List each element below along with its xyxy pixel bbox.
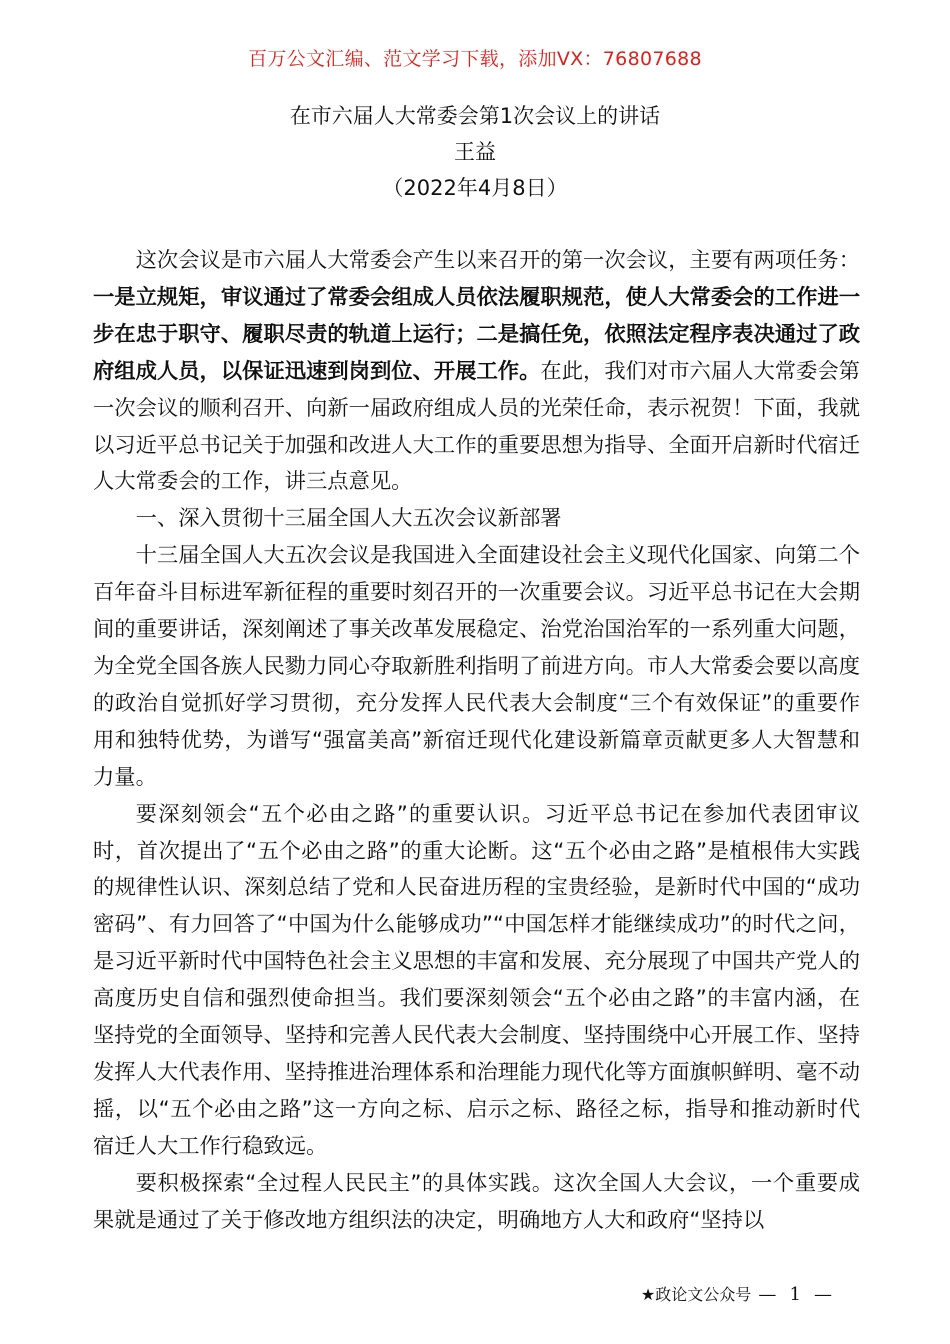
title-block: [0, 98, 950, 206]
paragraph-2: 十三届全国人大五次会议是我国进入全面建设社会主义现代化国家、向第二个百年奋斗目标进军新征程的重要时刻召开的一次重要会议。习近平总书记在大会期间的重要讲话，深刻阐述了事关改革发展稳定、治党治国治军的一系列重大问题，为全党全国各族人民勠力同心夺取新胜利指明了前进方向。市人大常委会要以高度的政治自觉抓好学习贯彻，充分发挥人民代表大会制度“三个有效保证”的重要作用和独特优势，为谱写“强富美高”新宿迁现代化建设新篇章贡献更多人大智慧和力量。: [93, 543, 860, 790]
paragraph-intro-bold: 一是立规矩，审议通过了常委会组成人员依法履职规范，使人大常委会的工作进一步在忠于职守、履职尽责的轨道上运行；二是搞任免，依照法定程序表决通过了政府组成人员，以保证迅速到岗到位、开展工作。: [93, 284, 860, 384]
paragraph-intro-end: 在此，我们对市六届人大常委会第一次会议的顺利召开、向新一届政府组成人员的光荣任命，表示祝贺！下面，我就以习近平总书记关于加强和改进人大工作的重要思想为指导、全面开启新时代宿迁人大常委会的工作，讲三点意见。: [93, 358, 860, 495]
footer-source: ★政论文公众号: [640, 1285, 752, 1304]
document-body: [93, 243, 860, 1239]
paragraph-intro: [93, 243, 860, 501]
document-date: （2022年4月8日）: [382, 176, 568, 200]
section-heading-1: 一、深入贯彻十三届全国人大五次会议新部署: [135, 506, 562, 532]
page-footer: [641, 1283, 834, 1307]
footer-dash-right: —: [814, 1284, 832, 1305]
page-number: 1: [789, 1284, 801, 1305]
document-title: 在市六届人大常委会第1次会议上的讲话: [289, 104, 661, 128]
header-banner: 百万公文汇编、范文学习下载，添加VX：76807688: [248, 48, 702, 70]
paragraph-4: 要积极探索“全过程人民民主”的具体实践。这次全国人大会议，一个重要成果就是通过了关于修改地方组织法的决定，明确地方人大和政府“坚持以: [93, 1170, 860, 1233]
document-author: 王益: [454, 140, 496, 164]
paragraph-intro-start: 这次会议是市六届人大常委会产生以来召开的第一次会议，主要有两项任务：: [135, 248, 860, 273]
footer-dash-left: —: [758, 1284, 777, 1305]
paragraph-3: 要深刻领会“五个必由之路”的重要认识。习近平总书记在参加代表团审议时，首次提出了“五个必由之路”的重大论断。这“五个必由之路”是植根伟大实践的规律性认识、深刻总结了党和人民奋进历程的宝贵经验，是新时代中国的“成功密码”、有力回答了“中国为什么能够成功”“中国怎样才能继续成功”的时代之问，是习近平新时代中国特色社会主义思想的丰富和发展、充分展现了中国共产党人的高度历史自信和强烈使命担当。我们要深刻领会“五个必由之路”的丰富内涵，在坚持党的全面领导、坚持和完善人民代表大会制度、坚持围绕中心开展工作、坚持发挥人大代表作用、坚持推进治理体系和治理能力现代化等方面旗帜鲜明、毫不动摇，以“五个必由之路”这一方向之标、启示之标、路径之标，指导和推动新时代宿迁人大工作行稳致远。: [93, 801, 860, 1159]
